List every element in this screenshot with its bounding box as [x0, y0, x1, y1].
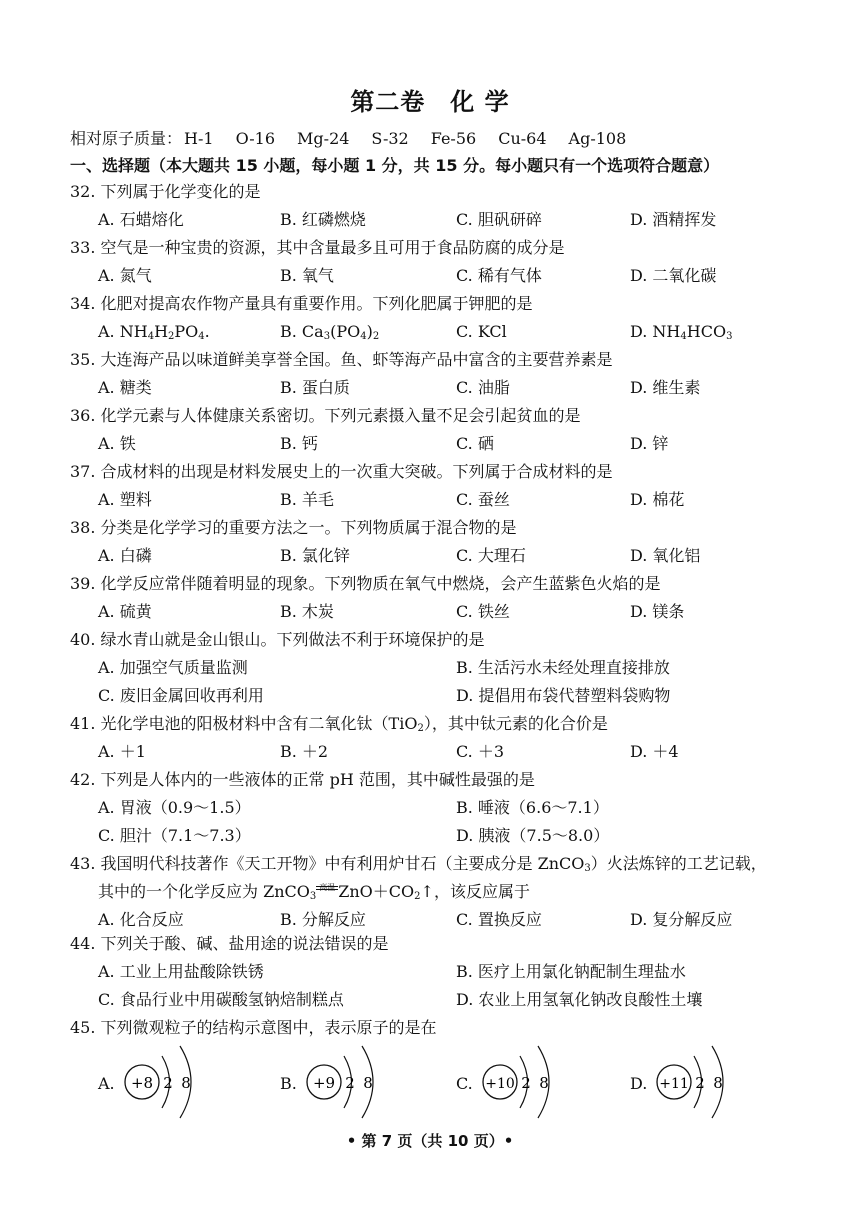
mass-o: O-16: [235, 129, 276, 148]
formula-part: (PO: [330, 322, 361, 341]
question-stem: 37. 合成材料的出现是材料发展史上的一次重大突破。下列属于合成材料的是: [70, 462, 613, 481]
question-43: [70, 850, 850, 934]
atom-diagram-a[interactable]: [70, 1040, 220, 1122]
option-b[interactable]: B. 氧气: [280, 266, 334, 285]
formula-subscript: 3: [584, 863, 591, 874]
option-a[interactable]: A. 铁: [98, 434, 136, 453]
option-b[interactable]: B. ＋2: [280, 742, 329, 761]
option-a[interactable]: A. 加强空气质量监测: [98, 658, 248, 677]
stem-part: ），其中钛元素的化合价是: [423, 714, 608, 733]
question-33: [70, 234, 850, 290]
stem-part: ）火法炼锌的工艺记载，: [590, 854, 767, 873]
diagram-label: C.: [456, 1074, 473, 1093]
option-c[interactable]: C. 大理石: [456, 546, 526, 565]
formula-subscript: 3: [726, 331, 733, 342]
question-42: [70, 766, 850, 850]
option-row: [70, 654, 850, 682]
option-row: [70, 374, 850, 402]
option-b[interactable]: B. 分解反应: [280, 910, 366, 929]
option-row: [70, 738, 850, 766]
option-c[interactable]: C. 硒: [456, 434, 494, 453]
option-d[interactable]: D. 提倡用布袋代替塑料袋购物: [456, 686, 671, 705]
option-c[interactable]: C. ＋3: [456, 742, 505, 761]
option-row: [70, 430, 850, 458]
option-a[interactable]: A. 塑料: [98, 490, 152, 509]
option-d[interactable]: D. 维生素: [630, 378, 701, 397]
option-c[interactable]: C. 稀有气体: [456, 266, 542, 285]
option-d[interactable]: D. 复分解反应: [630, 910, 733, 929]
formula-subscript: 2: [417, 723, 424, 734]
nucleus-charge: +8: [130, 1074, 154, 1092]
question-stem: 33. 空气是一种宝贵的资源，其中含量最多且可用于食品防腐的成分是: [70, 238, 565, 257]
option-row: [70, 486, 850, 514]
atom-structure-icon: [480, 1040, 580, 1122]
atom-diagrams: [70, 1040, 850, 1122]
option-d[interactable]: D. 棉花: [630, 490, 685, 509]
option-b[interactable]: B. 医疗上用氯化钠配制生理盐水: [456, 962, 686, 981]
shell-1-electrons: 2: [695, 1074, 705, 1092]
question-stem: 36. 化学元素与人体健康关系密切。下列元素摄入量不足会引起贫血的是: [70, 406, 581, 425]
question-stem: 44. 下列关于酸、碱、盐用途的说法错误的是: [70, 934, 389, 953]
mass-mg: Mg-24: [297, 129, 350, 148]
option-c[interactable]: [456, 318, 507, 346]
formula-subscript: 2: [414, 891, 421, 902]
formula-part: PO: [174, 322, 199, 341]
question-stem: [70, 710, 850, 738]
section-heading: 一、选择题（本大题共 15 小题，每小题 1 分，共 15 分。每小题只有一个选项符合题意）: [70, 156, 720, 175]
question-40: [70, 626, 850, 710]
option-row: [70, 542, 850, 570]
mass-ag: Ag-108: [568, 129, 627, 148]
formula-subscript: 2: [168, 331, 175, 342]
question-stem-line-2: [70, 878, 850, 906]
question-45: [70, 1014, 850, 1042]
atom-structure-icon: [122, 1040, 222, 1122]
option-d[interactable]: D. 镁条: [630, 602, 685, 621]
option-a[interactable]: A. 石蜡熔化: [98, 210, 184, 229]
option-d[interactable]: D. 胰液（7.5～8.0）: [456, 826, 610, 845]
formula-part: C. KCl: [456, 322, 507, 341]
atom-diagram-b[interactable]: [252, 1040, 402, 1122]
shell-1-electrons: 2: [163, 1074, 173, 1092]
option-c[interactable]: C. 油脂: [456, 378, 510, 397]
formula-part: .: [204, 322, 210, 341]
diagram-label: A.: [98, 1074, 115, 1093]
formula-subscript: 2: [372, 331, 380, 342]
question-stem: 42. 下列是人体内的一些液体的正常 pH 范围，其中碱性最强的是: [70, 770, 535, 789]
question-37: [70, 458, 850, 514]
option-b[interactable]: B. 钙: [280, 434, 318, 453]
atom-diagram-c[interactable]: [428, 1040, 578, 1122]
option-row: [70, 318, 850, 346]
shell-1-electrons: 2: [521, 1074, 531, 1092]
option-b[interactable]: B. 唾液（6.6～7.1）: [456, 798, 609, 817]
mass-fe: Fe-56: [430, 129, 477, 148]
option-a[interactable]: A. ＋1: [98, 742, 146, 761]
question-stem: 40. 绿水青山就是金山银山。下列做法不利于环境保护的是: [70, 630, 485, 649]
shell-2-electrons: 8: [539, 1074, 549, 1092]
option-d[interactable]: D. 二氧化碳: [630, 266, 717, 285]
formula-subscript: 4: [198, 331, 205, 342]
formula-subscript: 3: [309, 891, 317, 902]
question-stem: [70, 850, 850, 878]
formula-subscript: 4: [147, 331, 155, 342]
option-c[interactable]: C. 食品行业中用碳酸氢钠焙制糕点: [98, 990, 344, 1009]
option-c[interactable]: C. 置换反应: [456, 910, 542, 929]
question-38: [70, 514, 850, 570]
formula-part: A. NH: [98, 322, 148, 341]
question-stem: 45. 下列微观粒子的结构示意图中，表示原子的是在: [70, 1018, 437, 1037]
reaction-condition: 高温: [319, 883, 336, 892]
option-row: [70, 598, 850, 626]
question-stem: 38. 分类是化学学习的重要方法之一。下列物质属于混合物的是: [70, 518, 517, 537]
option-c[interactable]: C. 蚕丝: [456, 490, 510, 509]
option-row: [70, 794, 850, 822]
option-c[interactable]: C. 胆矾研碎: [456, 210, 542, 229]
option-row: [70, 206, 850, 234]
question-41: [70, 710, 850, 766]
option-d[interactable]: D. ＋4: [630, 742, 679, 761]
question-stem: 32. 下列属于化学变化的是: [70, 182, 261, 201]
option-a[interactable]: A. 糖类: [98, 378, 152, 397]
formula-part: H: [154, 322, 169, 341]
question-35: [70, 346, 850, 402]
option-b[interactable]: B. 木炭: [280, 602, 334, 621]
option-d[interactable]: D. 农业上用氢氧化钠改良酸性土壤: [456, 990, 703, 1009]
diagram-label: B.: [280, 1074, 297, 1093]
formula-subscript: 4: [680, 331, 687, 342]
shell-2-electrons: 8: [181, 1074, 191, 1092]
option-b[interactable]: B. 蛋白质: [280, 378, 350, 397]
option-d[interactable]: D. 氧化铝: [630, 546, 701, 565]
option-row: [70, 822, 850, 850]
question-stem: 39. 化学反应常伴随着明显的现象。下列物质在氧气中燃烧，会产生蓝紫色火焰的是: [70, 574, 661, 593]
option-a[interactable]: A. 胃液（0.9～1.5）: [98, 798, 251, 817]
option-row: [70, 986, 850, 1014]
atom-structure-icon: [654, 1040, 754, 1122]
option-a[interactable]: A. 工业上用盐酸除铁锈: [98, 962, 264, 981]
atom-diagram-d[interactable]: [602, 1040, 752, 1122]
formula-part: B. Ca: [280, 322, 324, 341]
formula-part: HCO: [686, 322, 727, 341]
option-c[interactable]: C. 铁丝: [456, 602, 510, 621]
option-row: [70, 682, 850, 710]
option-a[interactable]: A. 氮气: [98, 266, 152, 285]
nucleus-charge: +11: [659, 1076, 689, 1092]
question-44: [70, 930, 850, 1014]
mass-cu: Cu-64: [498, 129, 547, 148]
option-d[interactable]: D. 锌: [630, 434, 669, 453]
option-b[interactable]: B. 红磷燃烧: [280, 210, 366, 229]
atomic-masses: [70, 126, 830, 149]
question-34: [70, 290, 850, 346]
stem-part: 其中的一个化学反应为 ZnCO: [98, 882, 310, 901]
nucleus-charge: +9: [312, 1074, 336, 1092]
mass-s: S-32: [371, 129, 409, 148]
question-36: [70, 402, 850, 458]
nucleus-charge: +10: [485, 1076, 515, 1092]
formula-part: D. NH: [630, 322, 681, 341]
option-a[interactable]: A. 白磷: [98, 546, 152, 565]
diagram-label: D.: [630, 1074, 648, 1093]
option-row: [70, 958, 850, 986]
question-39: [70, 570, 850, 626]
question-32: [70, 178, 850, 234]
formula-subscript: 3: [323, 331, 331, 342]
option-c[interactable]: C. 胆汁（7.1～7.3）: [98, 826, 251, 845]
option-b[interactable]: B. 生活污水未经处理直接排放: [456, 658, 670, 677]
option-b[interactable]: B. 氯化锌: [280, 546, 350, 565]
option-a[interactable]: A. 化合反应: [98, 910, 184, 929]
formula-part: ): [366, 322, 373, 341]
shell-2-electrons: 8: [363, 1074, 373, 1092]
option-a[interactable]: A. 硫黄: [98, 602, 152, 621]
mass-h: H-1: [184, 129, 214, 148]
atom-structure-icon: [304, 1040, 404, 1122]
stem-part: ZnO＋CO: [338, 882, 415, 901]
option-b[interactable]: B. 羊毛: [280, 490, 334, 509]
reaction-equals-sign: [316, 883, 338, 895]
stem-part: 43. 我国明代科技著作《天工开物》中有利用炉甘石（主要成分是 ZnCO: [70, 854, 585, 873]
question-stem: 35. 大连海产品以味道鲜美享誉全国。鱼、虾等海产品中富含的主要营养素是: [70, 350, 613, 369]
page-title: 第二卷 化 学: [350, 88, 510, 116]
option-row: [70, 262, 850, 290]
stem-part: ↑，该反应属于: [420, 882, 530, 901]
shell-1-electrons: 2: [345, 1074, 355, 1092]
formula-subscript: 4: [360, 331, 367, 342]
option-d[interactable]: D. 酒精挥发: [630, 210, 717, 229]
option-c[interactable]: C. 废旧金属回收再利用: [98, 686, 264, 705]
page-footer: • 第 7 页（共 10 页）•: [346, 1132, 514, 1150]
shell-2-electrons: 8: [713, 1074, 723, 1092]
stem-part: 41. 光化学电池的阳极材料中含有二氧化钛（TiO: [70, 714, 418, 733]
question-stem: 34. 化肥对提高农作物产量具有重要作用。下列化肥属于钾肥的是: [70, 294, 533, 313]
atomic-masses-label: 相对原子质量：: [70, 129, 183, 148]
